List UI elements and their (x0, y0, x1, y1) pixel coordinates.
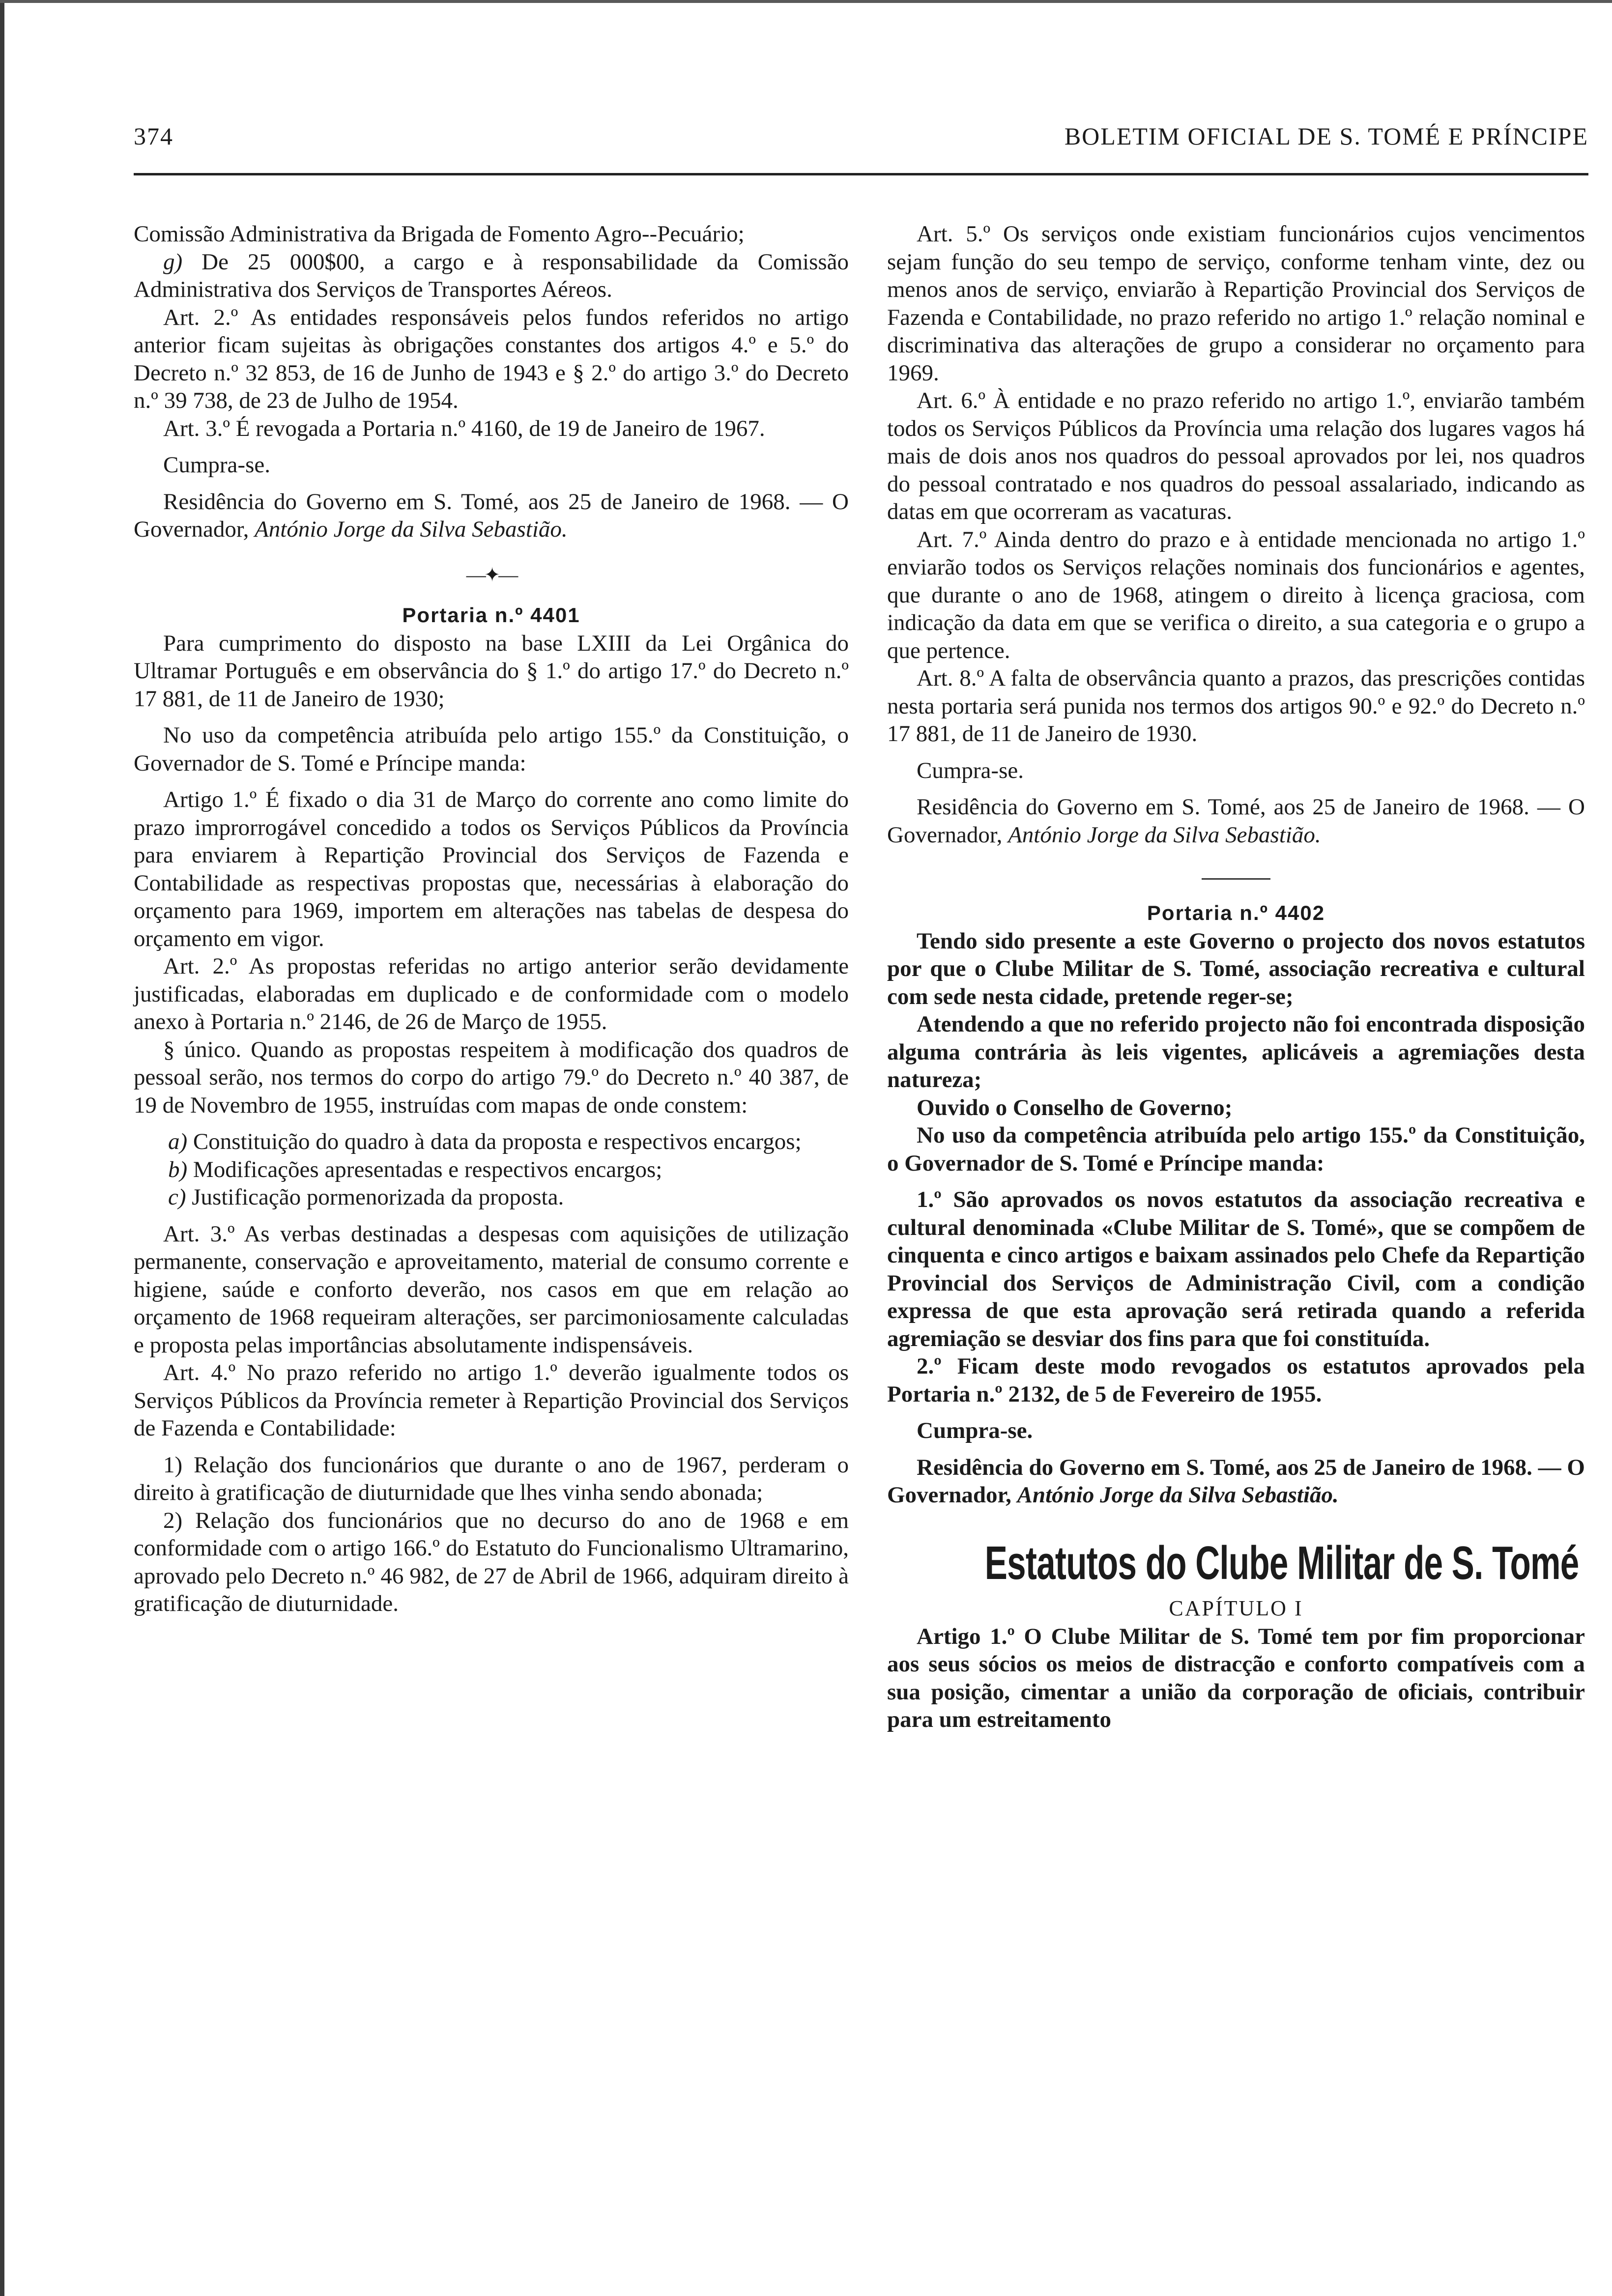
p4402-intro: Tendo sido presente a este Governo o projecto dos novos estatutos por que o Clube Militar de S. Tomé, associação recreativa e cultural com sede nesta cidade, pretende reger-se; (887, 928, 1585, 1009)
portaria-4402-body (887, 927, 1585, 1509)
cumpra-se: Cumpra-se. (163, 452, 270, 478)
p4401-article-4: Art. 4.º No prazo referido no artigo 1.º deverão igualmente todos os Serviços Públicos da Província remeter à Repartição Provincial dos Serviços de Fazenda e Contabilidade: (134, 1360, 849, 1441)
p4401-article-6: Art. 6.º À entidade e no prazo referido no artigo 1.º, enviarão também todos os Serviços Públicos da Província uma relação dos lugares vagos há mais de dois anos nos quadros do pessoal aprovados por lei, nos quadros do pessoal contratado e nos quadros do pessoal assalariado, indicando as datas em que ocorreram as vacaturas. (887, 388, 1585, 524)
residence-line: Residência do Governo em S. Tomé, aos 25 de Janeiro de 1968. — O Governador, (887, 1454, 1585, 1508)
item-label: g) (163, 249, 183, 275)
residence-line: Residência do Governo em S. Tomé, aos 25 de Janeiro de 1968. — O Governador, (134, 488, 849, 542)
right-column (887, 220, 1585, 1734)
journal-title: BOLETIM OFICIAL DE S. TOMÉ E PRÍNCIPE (1064, 122, 1588, 150)
p4402-atendendo: Atendendo a que no referido projecto não foi encontrada disposição alguma contrária às leis vigentes, aplicáveis a agremiações desta natureza; (887, 1011, 1585, 1092)
residence-signature (887, 1454, 1585, 1509)
article-2: Art. 2.º As entidades responsáveis pelos fundos referidos no artigo anterior ficam sujeitas às obrigações constantes dos artigos 4.º e 5.º do Decreto n.º 32 853, de 16 de Junho de 1943 e § 2.º do artigo 3.º do Decreto n.º 39 738, de 23 de Julho de 1954. (134, 304, 849, 413)
p4401-article-1: Artigo 1.º É fixado o dia 31 de Março do corrente ano como limite do prazo improrrogável concedido a todos os Serviços Públicos da Província para enviarem à Repartição Provincial dos Serviços de Fazenda e Contabilidade as respectivas propostas que, necessárias à elaboração do orçamento para 1969, importem em alterações nas tabelas de despesa do orçamento em vigor. (134, 787, 849, 951)
p4401-uso: No uso da competência atribuída pelo artigo 155.º da Constituição, o Governador de S. Tomé e Príncipe manda: (134, 722, 849, 776)
chapter-heading: CAPÍTULO I (1169, 1596, 1303, 1620)
separator-rule (1202, 878, 1270, 880)
p4401-article-3: Art. 3.º As verbas destinadas a despesas com aquisições de utilização permanente, conservação e aproveitamento, material de consumo corrente e higiene, saúde e conforto deverão, nos casos em que em relação ao orçamento de 1968 requeiram alterações, ser parcimoniosamente calculadas e proposta pelas importâncias absolutamente indispensáveis. (134, 1221, 849, 1358)
left-column (134, 220, 849, 1618)
cumpra-se: Cumpra-se. (917, 1418, 1033, 1443)
item-label: b) (168, 1156, 188, 1182)
item-text: Modificações apresentadas e respectivos encargos; (193, 1156, 662, 1182)
residence-line: Residência do Governo em S. Tomé, aos 25 de Janeiro de 1968. — O Governador, (887, 794, 1585, 848)
governor-signature: António Jorge da Silva Sebastião. (1008, 822, 1321, 848)
residence-signature (134, 488, 849, 544)
scan-border-left (0, 0, 4, 2296)
p4401-item-b (134, 1156, 849, 1184)
governor-signature: António Jorge da Silva Sebastião. (1017, 1482, 1339, 1508)
statutes-article-1: Artigo 1.º O Clube Militar de S. Tomé tem por fim proporcionar aos seus sócios os meios de distracção e conforto compatíveis com a sua posição, cimentar a união da corporação de oficiais, contribuir para um estreitamento (887, 1623, 1585, 1732)
statutes-title: Estatutos do Clube Militar de S. Tomé (984, 1536, 1579, 1589)
item-label: c) (168, 1184, 186, 1210)
p4401-list-item-1: 1) Relação dos funcionários que durante o ano de 1967, perderam o direito à gratificação de diuturnidade que lhes vinha sendo abonada; (134, 1452, 849, 1505)
p4402-ouvido: Ouvido o Conselho de Governo; (917, 1094, 1233, 1120)
p4401-item-c (134, 1183, 849, 1211)
p4402-uso: No uso da competência atribuída pelo artigo 155.º da Constituição, o Governador de S. Tomé e Príncipe manda: (887, 1122, 1585, 1176)
cumpra-se: Cumpra-se. (917, 757, 1024, 783)
continuation-paragraph: Comissão Administrativa da Brigada de Fomento Agro--Pecuário; (134, 221, 745, 247)
p4401-item-a (134, 1128, 849, 1156)
p4401-article-2: Art. 2.º As propostas referidas no artigo anterior serão devidamente justificadas, elaboradas em duplicado e de conformidade com o modelo anexo à Portaria n.º 2146, de 26 de Março de 1955. (134, 953, 849, 1034)
portaria-4401-title: Portaria n.º 4401 (402, 603, 580, 627)
item-text: Constituição do quadro à data da proposta e respectivos encargos; (193, 1129, 802, 1154)
item-text: Justificação pormenorizada da proposta. (192, 1184, 564, 1210)
header-rule (134, 173, 1588, 175)
portaria-4402-title: Portaria n.º 4402 (1147, 901, 1325, 924)
item-text: De 25 000$00, a cargo e à responsabilidade da Comissão Administrativa dos Serviços de Transportes Aéreos. (134, 249, 849, 302)
governor-signature: António Jorge da Silva Sebastião. (255, 517, 568, 542)
p4401-article-8: Art. 8.º A falta de observância quanto a prazos, das prescrições contidas nesta portaria será punida nos termos dos artigos 90.º e 92.º do Decreto n.º 17 881, de 11 de Janeiro de 1930. (887, 665, 1585, 746)
p4401-intro: Para cumprimento do disposto na base LXIII da Lei Orgânica do Ultramar Português e em observância do § 1.º do artigo 17.º do Decreto n.º 17 881, de 11 de Janeiro de 1930; (134, 630, 849, 712)
p4402-point-1: 1.º São aprovados os novos estatutos da associação recreativa e cultural denominada «Clube Militar de S. Tomé», que se compõem de cinquenta e cinco artigos e baixam assinados pelo Chefe da Repartição Provincial dos Serviços de Administração Civil, com a condição expressa de que esta aprovação será retirada quando a referida agremiação se desviar dos fins para que foi constituída. (887, 1187, 1585, 1351)
page-number: 374 (134, 122, 173, 150)
running-head (134, 122, 1588, 156)
article-3: Art. 3.º É revogada a Portaria n.º 4160, de 19 de Janeiro de 1967. (163, 415, 765, 441)
p4401-article-7: Art. 7.º Ainda dentro do prazo e à entidade mencionada no artigo 1.º enviarão todos os Serviços relações nominais dos funcionários e agentes, que durante o ano de 1968, atingem o direito à licença graciosa, com indicação da data em que se verifica o direito, a sua categoria e o grupo a que pertence. (887, 526, 1585, 663)
p4401-list-item-2: 2) Relação dos funcionários que no decurso do ano de 1968 e em conformidade com o artigo 166.º do Estatuto do Funcionalismo Ultramarino, aprovado pelo Decreto n.º 46 982, de 27 de Abril de 1966, adquiram direito à gratificação de diuturnidade. (134, 1507, 849, 1616)
p4402-point-2: 2.º Ficam deste modo revogados os estatutos aprovados pela Portaria n.º 2132, de 5 de Fevereiro de 1955. (887, 1353, 1585, 1407)
scan-border-top (0, 0, 1612, 3)
continuation-item-g (134, 248, 849, 304)
residence-signature (887, 793, 1585, 849)
separator-flourish: —✦— (466, 563, 517, 586)
item-label: a) (168, 1129, 188, 1154)
p4401-paragraph-unico: § único. Quando as propostas respeitem à modificação dos quadros de pessoal serão, nos termos do corpo do artigo 79.º do Decreto n.º 40 387, de 19 de Novembro de 1955, instruídas com mapas de onde constem: (134, 1036, 849, 1118)
p4401-article-5: Art. 5.º Os serviços onde existiam funcionários cujos vencimentos sejam função do seu tempo de serviço, conforme tenham vinte, dez ou menos anos de serviço, enviarão à Repartição Provincial dos Serviços de Fazenda e Contabilidade, no prazo referido no artigo 1.º relação nominal e discriminativa das alterações de grupo a considerar no orçamento para 1969. (887, 221, 1585, 386)
